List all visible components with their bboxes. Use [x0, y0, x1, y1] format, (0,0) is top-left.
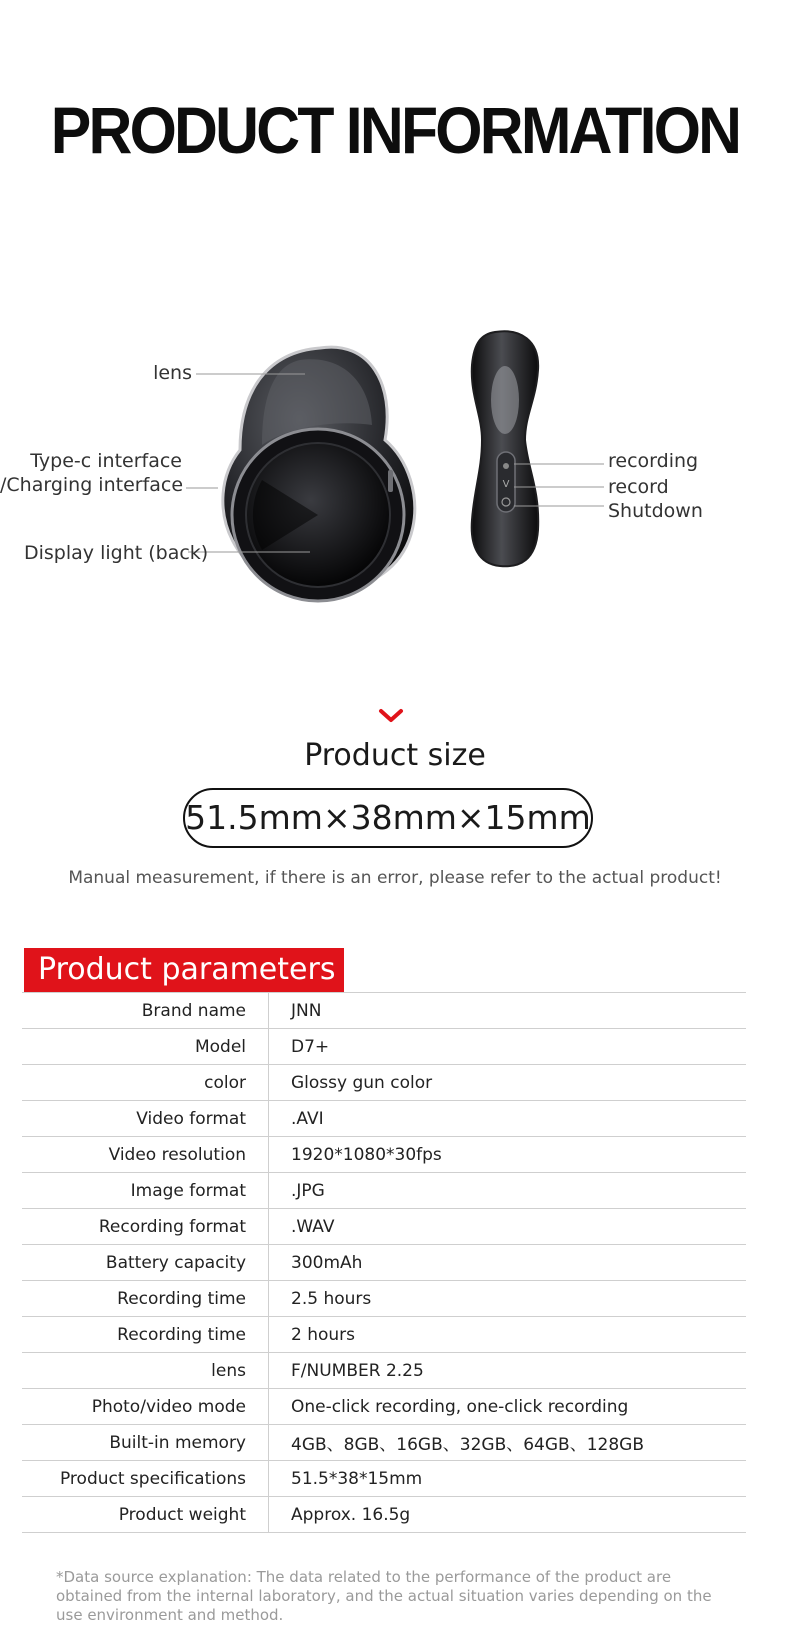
param-value: 51.5*38*15mm: [269, 1461, 747, 1497]
param-value: F/NUMBER 2.25: [269, 1353, 747, 1389]
param-key: Built-in memory: [22, 1425, 269, 1461]
param-value: 2.5 hours: [269, 1281, 747, 1317]
param-value: 1920*1080*30fps: [269, 1137, 747, 1173]
table-row: [22, 1245, 746, 1281]
param-key: Recording time: [22, 1317, 269, 1353]
param-key: lens: [22, 1353, 269, 1389]
label-typec: Type-c interface: [30, 450, 182, 472]
data-source-footnote: *Data source explanation: The data related to the performance of the product are obtained from the internal laboratory, and the actual situation varies depending on the use environment and method.: [56, 1568, 712, 1624]
label-record: record: [608, 476, 669, 498]
param-key: Image format: [22, 1173, 269, 1209]
product-size-value: 51.5mm×38mm×15mm: [183, 788, 593, 848]
table-row: [22, 1173, 746, 1209]
table-row: [22, 1281, 746, 1317]
table-row: [22, 1425, 746, 1461]
param-value: Glossy gun color: [269, 1065, 747, 1101]
param-key: Battery capacity: [22, 1245, 269, 1281]
table-row: [22, 1029, 746, 1065]
params-header: Product parameters: [24, 948, 344, 992]
table-row: [22, 1101, 746, 1137]
param-value: One-click recording, one-click recording: [269, 1389, 747, 1425]
param-value: .JPG: [269, 1173, 747, 1209]
table-row: [22, 993, 746, 1029]
svg-text:V: V: [502, 479, 510, 490]
table-row: [22, 1497, 746, 1533]
param-value: .WAV: [269, 1209, 747, 1245]
param-key: Video resolution: [22, 1137, 269, 1173]
device-front-view: [223, 347, 415, 601]
param-value: Approx. 16.5g: [269, 1497, 747, 1533]
label-recording: recording: [608, 450, 699, 472]
table-row: [22, 1065, 746, 1101]
label-shutdown: Shutdown: [608, 500, 703, 522]
param-value: 2 hours: [269, 1317, 747, 1353]
param-key: Brand name: [22, 993, 269, 1029]
table-row: [22, 1137, 746, 1173]
label-charging: /Charging interface: [0, 474, 184, 496]
param-key: Product weight: [22, 1497, 269, 1533]
param-value: 4GB、8GB、16GB、32GB、64GB、128GB: [269, 1425, 747, 1461]
param-key: Photo/video mode: [22, 1389, 269, 1425]
param-key: Video format: [22, 1101, 269, 1137]
label-display-light: Display light (back): [24, 542, 209, 564]
param-value: D7+: [269, 1029, 747, 1065]
param-key: color: [22, 1065, 269, 1101]
table-row: [22, 1317, 746, 1353]
product-size-title: Product size: [304, 738, 486, 773]
table-row: [22, 1461, 746, 1497]
param-key: Model: [22, 1029, 269, 1065]
device-side-view: [472, 331, 539, 566]
table-row: [22, 1353, 746, 1389]
param-key: Recording format: [22, 1209, 269, 1245]
label-lens: lens: [153, 362, 192, 384]
params-table: [22, 992, 746, 1533]
measurement-note: Manual measurement, if there is an error, please refer to the actual product!: [68, 868, 722, 888]
page-title: PRODUCT INFORMATION: [50, 93, 740, 167]
param-key: Product specifications: [22, 1461, 269, 1497]
chevron-down-icon: [378, 708, 404, 724]
param-key: Recording time: [22, 1281, 269, 1317]
param-value: JNN: [269, 993, 747, 1029]
param-value: .AVI: [269, 1101, 747, 1137]
product-diagram: [0, 330, 790, 610]
param-value: 300mAh: [269, 1245, 747, 1281]
table-row: [22, 1209, 746, 1245]
table-row: [22, 1389, 746, 1425]
